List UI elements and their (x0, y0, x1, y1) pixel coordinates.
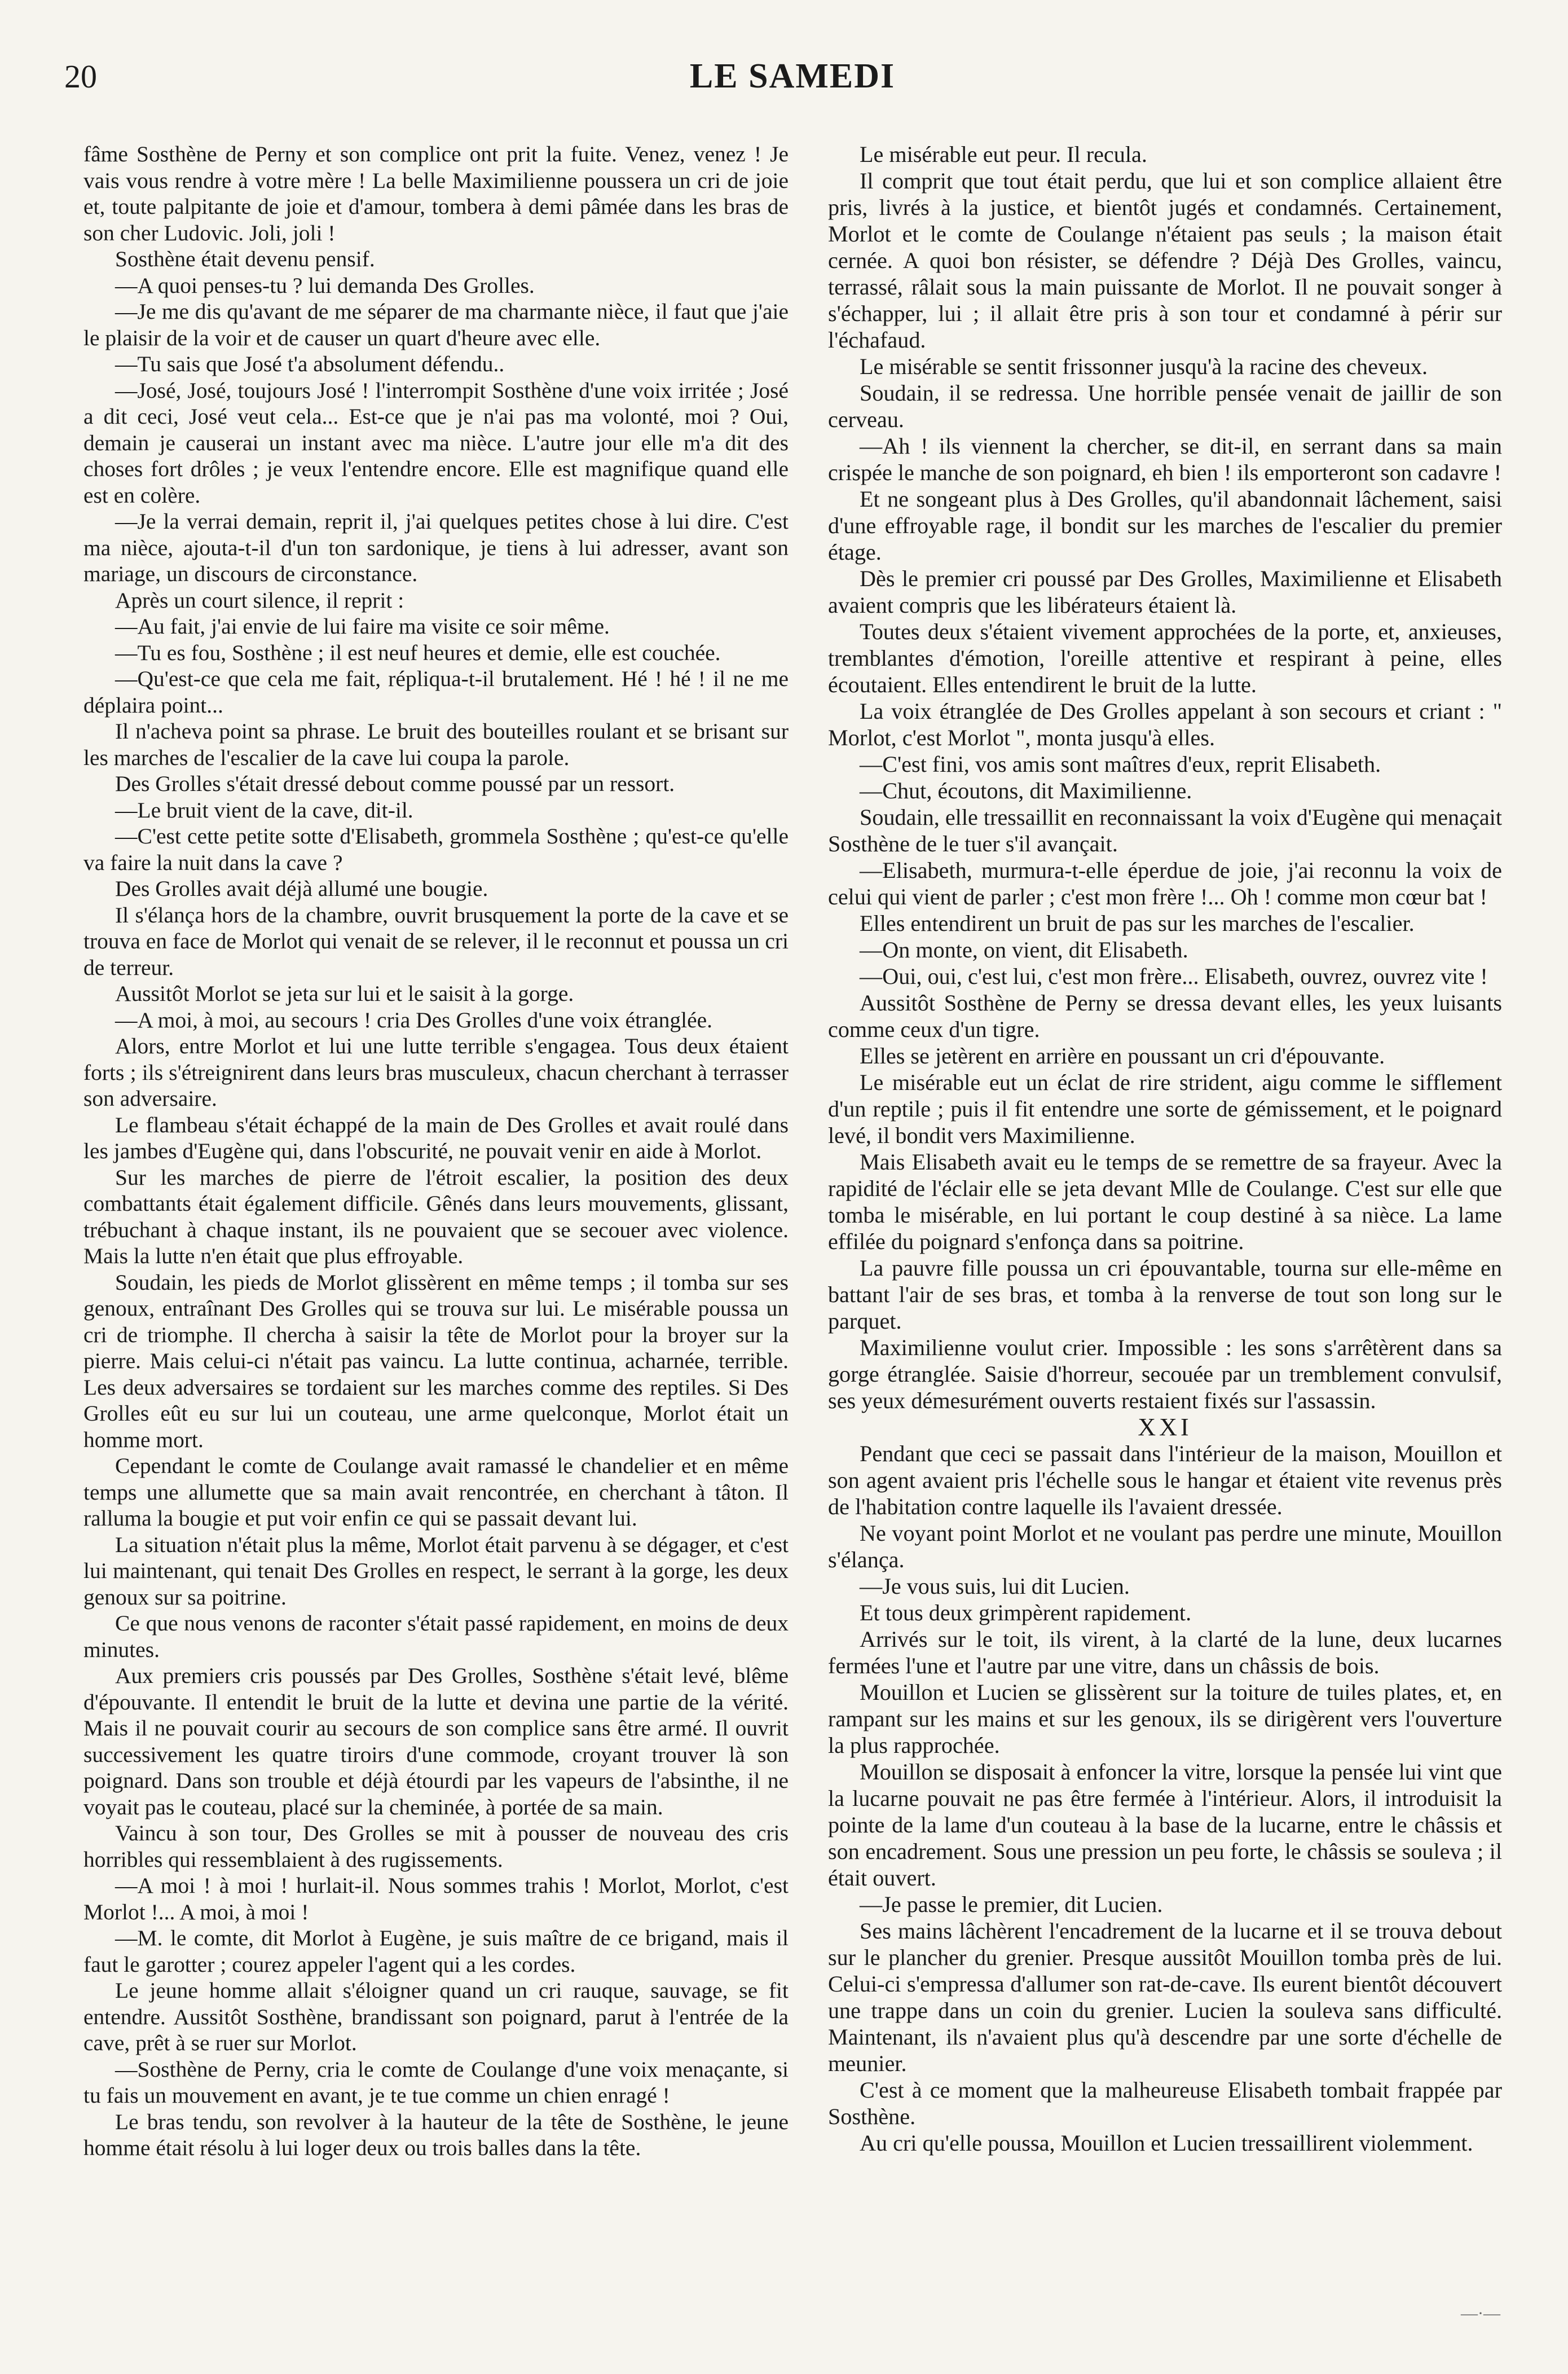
right-column-part-1 (828, 141, 1502, 1414)
paragraph: —Tu es fou, Sosthène ; il est neuf heures et demie, elle est couchée. (115, 640, 721, 665)
paragraph: Arrivés sur le toit, ils virent, à la clarté de la lune, deux lucarnes fermées l'une et l'autre par une vitre, dans un châssis de bois. (828, 1626, 1502, 1678)
paragraph: —Qu'est-ce que cela me fait, répliqua-t-il brutalement. Hé ! hé ! il ne me déplaira point... (83, 666, 789, 718)
paragraph: C'est à ce moment que la malheureuse Elisabeth tombait frappée par Sosthène. (828, 2077, 1502, 2129)
paragraph: Maximilienne voulut crier. Impossible : les sons s'arrêtèrent dans sa gorge étranglée. Saisie d'horreur, secouée par un tremblement convulsif, ses yeux démesurément ouverts restaient fixés sur l'assassin. (828, 1335, 1502, 1413)
paragraph: —Oui, oui, c'est lui, c'est mon frère... Elisabeth, ouvrez, ouvrez vite ! (860, 964, 1488, 989)
left-column (83, 141, 789, 2161)
paragraph: Pendant que ceci se passait dans l'intérieur de la maison, Mouillon et son agent avaient pris l'échelle sous le hangar et étaient vite revenus près de l'habitation contre laquelle ils l'avaient dressée. (828, 1441, 1502, 1519)
paragraph: Ne voyant point Morlot et ne voulant pas perdre une minute, Mouillon s'élança. (828, 1520, 1502, 1572)
page-number: 20 (64, 58, 97, 95)
paragraph: Aussitôt Sosthène de Perny se dressa devant elles, les yeux luisants comme ceux d'un tigre. (828, 990, 1502, 1042)
paragraph: —Je me dis qu'avant de me séparer de ma charmante nièce, il faut que j'aie le plaisir de la voir et de causer un quart d'heure avec elle. (83, 299, 789, 350)
paragraph: —A quoi penses-tu ? lui demanda Des Grolles. (115, 272, 535, 298)
paragraph: Alors, entre Morlot et lui une lutte terrible s'engagea. Tous deux étaient forts ; ils s'étreignirent dans leurs bras musculeux, chacun cherchant à terrasser son adversaire. (83, 1034, 789, 1111)
paragraph: —On monte, on vient, dit Elisabeth. (860, 937, 1188, 962)
right-column (828, 141, 1502, 2156)
paragraph: —Chut, écoutons, dit Maximilienne. (860, 778, 1192, 803)
paragraph: Le jeune homme allait s'éloigner quand un cri rauque, sauvage, se fit entendre. Aussitôt Sosthène, brandissant son poignard, parut à l'entrée de la cave, prêt à se ruer sur Morlot. (83, 1978, 789, 2055)
paragraph: Et ne songeant plus à Des Grolles, qu'il abandonnait lâchement, saisi d'une effroyable rage, il bondit sur les marches de l'escalier du premier étage. (828, 486, 1502, 565)
paragraph: Vaincu à son tour, Des Grolles se mit à pousser de nouveau des cris horribles qui ressemblaient à des rugissements. (83, 1821, 789, 1872)
paragraph: Aussitôt Morlot se jeta sur lui et le saisit à la gorge. (115, 981, 574, 1006)
paragraph: Le misérable eut un éclat de rire strident, aigu comme le sifflement d'un reptile ; puis il fit entendre une sorte de gémissement, et le poignard levé, il bondit vers Maximilienne. (828, 1070, 1502, 1148)
paragraph: —Tu sais que José t'a absolument défendu.. (115, 351, 505, 376)
paragraph: Le bras tendu, son revolver à la hauteur de la tête de Sosthène, le jeune homme était résolu à lui loger deux ou trois balles dans la tête. (83, 2109, 789, 2160)
paragraph: Il comprit que tout était perdu, que lui et son complice allaient être pris, livrés à la justice, et bientôt jugés et condamnés. Certainement, Morlot et le comte de Coulange n'étaient pas seuls ; la maison était cernée. A quoi bon résister, se défendre ? Déjà Des Grolles, vaincu, terrassé, râlait sous la main puissante de Morlot. Il ne pouvait songer à s'échapper, lui ; il allait être pris à son tour et condamné à périr sur l'échafaud. (828, 168, 1502, 353)
paragraph: —Le bruit vient de la cave, dit-il. (115, 797, 413, 823)
paragraph: —José, José, toujours José ! l'interrompit Sosthène d'une voix irritée ; José a dit ceci, José veut cela... Est-ce que je n'ai pas ma volonté, moi ? Oui, demain je causerai un instant avec ma nièce. L'autre jour elle m'a dit des choses fort drôles ; je veux l'entendre encore. Elle est magnifique quand elle est en colère. (83, 377, 789, 508)
paragraph: Mouillon et Lucien se glissèrent sur la toiture de tuiles plates, et, en rampant sur les mains et sur les genoux, ils se dirigèrent vers l'ouverture la plus rapprochée. (828, 1680, 1502, 1758)
paragraph: —Sosthène de Perny, cria le comte de Coulange d'une voix menaçante, si tu fais un mouvement en avant, je te tue comme un chien enragé ! (83, 2056, 789, 2108)
paragraph: Mais Elisabeth avait eu le temps de se remettre de sa frayeur. Avec la rapidité de l'éclair elle se jeta devant Mlle de Coulange. C'est sur elle que tomba le misérable, en lui portant le coup destiné à sa nièce. La lame effilée du poignard s'enfonça dans sa poitrine. (828, 1149, 1502, 1254)
paragraph: Ce que nous venons de raconter s'était passé rapidement, en moins de deux minutes. (83, 1611, 789, 1662)
paragraph: —Je la verrai demain, reprit il, j'ai quelques petites chose à lui dire. C'est ma nièce, ajouta-t-il d'un ton sardonique, je tiens à lui adresser, avant son mariage, un discours de circonstance. (83, 509, 789, 586)
paragraph: —C'est fini, vos amis sont maîtres d'eux, reprit Elisabeth. (860, 751, 1381, 777)
paragraph: Elles entendirent un bruit de pas sur les marches de l'escalier. (860, 911, 1415, 936)
paragraph: La voix étranglée de Des Grolles appelant à son secours et criant : " Morlot, c'est Morlot ", monta jusqu'à elles. (828, 698, 1502, 750)
paragraph: —Elisabeth, murmura-t-elle éperdue de joie, j'ai reconnu la voix de celui qui vient de parler ; c'est mon frère !... Oh ! comme mon cœur bat ! (828, 858, 1502, 909)
paragraph: Il s'élança hors de la chambre, ouvrit brusquement la porte de la cave et se trouva en face de Morlot qui venait de se relever, il le reconnut et poussa un cri de terreur. (83, 902, 789, 980)
paragraph: —A moi ! à moi ! hurlait-il. Nous sommes trahis ! Morlot, Morlot, c'est Morlot !... A moi, à moi ! (83, 1873, 789, 1924)
paragraph: Mouillon se disposait à enfoncer la vitre, lorsque la pensée lui vint que la lucarne pouvait ne pas être fermée à l'intérieur. Alors, il introduisit la pointe de la lame d'un couteau à la base de la lucarne, entre le châssis et son encadrement. Sous une pression un peu forte, le châssis se souleva ; il était ouvert. (828, 1759, 1502, 1891)
paragraph: Et tous deux grimpèrent rapidement. (860, 1600, 1192, 1625)
paragraph: —Je passe le premier, dit Lucien. (860, 1892, 1163, 1917)
paragraph: Le flambeau s'était échappé de la main de Des Grolles et avait roulé dans les jambes d'Eugène qui, dans l'obscurité, ne pouvait venir en aide à Morlot. (83, 1112, 789, 1163)
running-title: LE SAMEDI (689, 57, 896, 95)
paragraph: Le misérable se sentit frissonner jusqu'à la racine des cheveux. (860, 354, 1428, 379)
paragraph: Toutes deux s'étaient vivement approchées de la porte, et, anxieuses, tremblantes d'émotion, l'oreille attentive et respirant à peine, elles écoutaient. Elles entendirent le bruit de la lutte. (828, 619, 1502, 697)
paragraph: —Ah ! ils viennent la chercher, se dit-il, en serrant dans sa main crispée le manche de son poignard, eh bien ! ils emporteront son cadavre ! (828, 433, 1502, 485)
paragraph: Soudain, les pieds de Morlot glissèrent en même temps ; il tomba sur ses genoux, entraînant Des Grolles qui se trouva sur lui. Le misérable poussa un cri de triomphe. Il chercha à saisir la tête de Morlot pour la broyer sur la pierre. Mais celui-ci n'était pas vaincu. La lutte continua, acharnée, terrible. Les deux adversaires se tordaient sur les marches comme des reptiles. Si Des Grolles eût eu sur lui un couteau, une arme quelconque, Morlot était un homme mort. (83, 1269, 789, 1452)
paragraph: Ses mains lâchèrent l'encadrement de la lucarne et il se trouva debout sur le plancher du grenier. Presque aussitôt Mouillon tomba près de lui. Celui-ci s'empressa d'allumer son rat-de-cave. Ils eurent bientôt découvert une trappe dans un coin du grenier. Lucien la souleva sans difficulté. Maintenant, ils n'avaient plus qu'à descendre par une sorte d'échelle de meunier. (828, 1918, 1502, 2076)
paragraph: Sur les marches de pierre de l'étroit escalier, la position des deux combattants était également difficile. Gênés dans leurs mouvements, glissant, trébuchant à chaque instant, ils ne pouvaient que se secouer avec violence. Mais la lutte n'en était que plus effroyable. (83, 1164, 789, 1268)
paragraph: Sosthène était devenu pensif. (115, 247, 375, 271)
corner-mark: —·— (1461, 2304, 1500, 2323)
paragraph: Aux premiers cris poussés par Des Grolles, Sosthène s'était levé, blême d'épouvante. Il entendit le bruit de la lutte et devina une partie de la vérité. Mais il ne pouvait courir au secours de son complice sans être armé. Il ouvrit successivement les quatre tiroirs d'une commode, croyant trouver là son poignard. Dans son trouble et déjà étourdi par les vapeurs de l'absinthe, il ne voyait pas le couteau, placé sur la cheminée, à portée de sa main. (83, 1663, 789, 1819)
paragraph: Elles se jetèrent en arrière en poussant un cri d'épouvante. (860, 1043, 1385, 1069)
chapter-heading: XXI (1138, 1413, 1192, 1441)
paragraph: Cependant le comte de Coulange avait ramassé le chandelier et en même temps une allumette que sa main avait rencontrée, en cherchant à tâton. Il ralluma la bougie et put voir enfin ce qui se passait devant lui. (83, 1453, 789, 1531)
paragraph: Après un court silence, il reprit : (115, 587, 404, 613)
paragraph: La situation n'était plus la même, Morlot était parvenu à se dégager, et c'est lui maintenant, qui tenait Des Grolles en respect, le serrant à la gorge, les deux genoux sur sa poitrine. (83, 1532, 789, 1610)
paragraph: —Je vous suis, lui dit Lucien. (860, 1573, 1130, 1599)
paragraph: Soudain, il se redressa. Une horrible pensée venait de jaillir de son cerveau. (828, 380, 1502, 432)
paragraph: —M. le comte, dit Morlot à Eugène, je suis maître de ce brigand, mais il faut le garotter ; courez appeler l'agent qui a les cordes. (83, 1925, 789, 1977)
paragraph: fâme Sosthène de Perny et son complice ont prit la fuite. Venez, venez ! Je vais vous rendre à votre mère ! La belle Maximilienne poussera un cri de joie et, toute palpitante de joie et d'amour, tombera à demi pâmée dans les bras de son cher Ludovic. Joli, joli ! (83, 142, 789, 245)
paragraph: —C'est cette petite sotte d'Elisabeth, grommela Sosthène ; qu'est-ce qu'elle va faire la nuit dans la cave ? (83, 824, 789, 875)
paragraph: Des Grolles s'était dressé debout comme poussé par un ressort. (115, 771, 675, 796)
paragraph: —A moi, à moi, au secours ! cria Des Grolles d'une voix étranglée. (115, 1007, 713, 1032)
page-header (62, 52, 1523, 114)
paragraph: La pauvre fille poussa un cri épouvantable, tourna sur elle-même en battant l'air de ses bras, et tomba à la renverse de tout son long sur le parquet. (828, 1255, 1502, 1334)
paragraph: Des Grolles avait déjà allumé une bougie. (115, 876, 488, 901)
paragraph: Au cri qu'elle poussa, Mouillon et Lucien tressaillirent violemment. (860, 2130, 1473, 2156)
paragraph: Soudain, elle tressaillit en reconnaissant la voix d'Eugène qui menaçait Sosthène de le tuer s'il avançait. (828, 804, 1502, 856)
paragraph: Il n'acheva point sa phrase. Le bruit des bouteilles roulant et se brisant sur les marches de l'escalier de la cave lui coupa la parole. (83, 719, 789, 770)
paragraph: Le misérable eut peur. Il recula. (860, 142, 1147, 167)
paragraph: —Au fait, j'ai envie de lui faire ma visite ce soir même. (115, 614, 610, 639)
paragraph: Dès le premier cri poussé par Des Grolles, Maximilienne et Elisabeth avaient compris que les libérateurs étaient là. (828, 566, 1502, 618)
right-column-part-2 (828, 1440, 1502, 2156)
